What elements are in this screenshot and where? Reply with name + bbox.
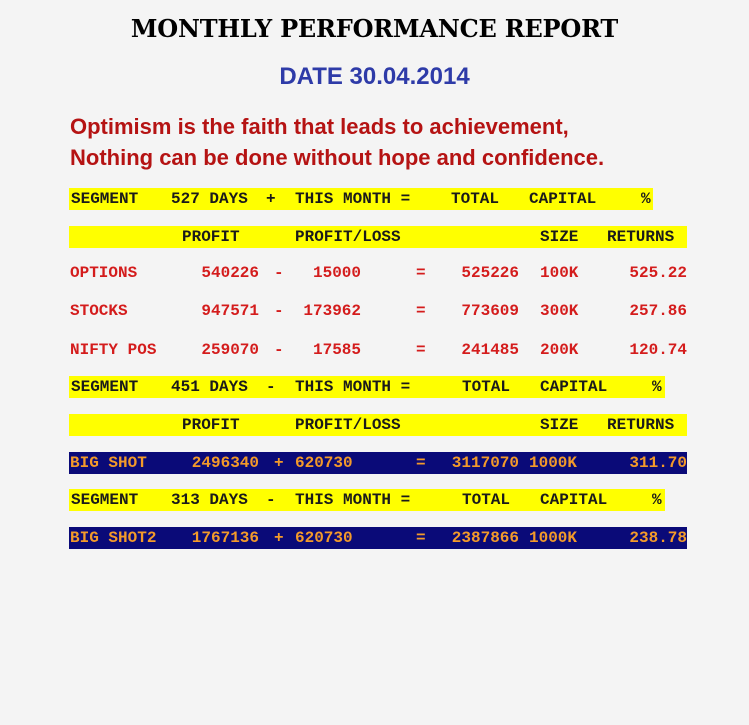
- row-size: 1000K: [529, 529, 578, 547]
- table-row: [69, 339, 687, 361]
- row-name: STOCKS: [70, 302, 128, 320]
- row-op: -: [274, 341, 284, 359]
- col-size: SIZE: [540, 228, 579, 246]
- row-profit: 259070: [201, 341, 259, 359]
- row-name: BIG SHOT2: [70, 529, 157, 547]
- segment-percent: %: [641, 190, 651, 208]
- row-total: 3117070: [451, 454, 519, 472]
- segment-3-header: [69, 489, 665, 511]
- report-date: DATE 30.04.2014: [279, 63, 470, 90]
- segment-days: 527 DAYS: [171, 190, 248, 208]
- row-profit: 2496340: [191, 454, 259, 472]
- col-returns: RETURNS: [607, 228, 675, 246]
- segment-total: TOTAL: [462, 378, 511, 396]
- segment-1-header: [69, 188, 653, 210]
- table-row: [69, 262, 687, 284]
- segment-1-column-header: [69, 226, 687, 248]
- row-total: 2387866: [451, 529, 519, 547]
- row-eq: =: [416, 529, 426, 547]
- row-name: BIG SHOT: [70, 454, 147, 472]
- col-profit: PROFIT: [182, 416, 240, 434]
- row-returns: 525.22: [629, 264, 687, 282]
- row-op: +: [274, 454, 284, 472]
- row-this-month: 15000: [312, 264, 361, 282]
- row-returns: 257.86: [629, 302, 687, 320]
- row-total: 773609: [461, 302, 519, 320]
- quote-line-2: Nothing can be done without hope and confidence.: [70, 145, 605, 170]
- row-size: 300K: [540, 302, 579, 320]
- segment-percent: %: [652, 378, 662, 396]
- row-profit: 1767136: [191, 529, 259, 547]
- segment-this-month: THIS MONTH =: [295, 190, 411, 208]
- segment-label: SEGMENT: [71, 378, 139, 396]
- row-this-month: 17585: [312, 341, 361, 359]
- segment-capital: CAPITAL: [540, 378, 608, 396]
- row-eq: =: [416, 264, 426, 282]
- segment-total: TOTAL: [462, 491, 511, 509]
- segment-days: 313 DAYS: [171, 491, 248, 509]
- big-shot-row: [69, 452, 687, 474]
- row-returns: 311.70: [629, 454, 687, 472]
- row-returns: 238.78: [629, 529, 687, 547]
- report-title: MONTHLY PERFORMANCE REPORT: [130, 14, 619, 43]
- col-profit-loss: PROFIT/LOSS: [295, 416, 401, 434]
- segment-total: TOTAL: [451, 190, 500, 208]
- segment-2-header: [69, 376, 665, 398]
- row-op: -: [274, 264, 284, 282]
- row-profit: 947571: [201, 302, 259, 320]
- col-profit: PROFIT: [182, 228, 240, 246]
- row-this-month: 173962: [303, 302, 361, 320]
- quote-line-1: Optimism is the faith that leads to achievement,: [70, 114, 569, 139]
- col-profit-loss: PROFIT/LOSS: [295, 228, 401, 246]
- row-name: NIFTY POS: [70, 341, 157, 359]
- row-eq: =: [416, 341, 426, 359]
- row-returns: 120.74: [629, 341, 687, 359]
- row-name: OPTIONS: [70, 264, 138, 282]
- big-shot2-row: [69, 527, 687, 549]
- row-total: 241485: [461, 341, 519, 359]
- row-size: 1000K: [529, 454, 578, 472]
- row-total: 525226: [461, 264, 519, 282]
- col-returns: RETURNS: [607, 416, 675, 434]
- row-eq: =: [416, 454, 426, 472]
- row-op: -: [274, 302, 284, 320]
- segment-days: 451 DAYS: [171, 378, 248, 396]
- segment-capital: CAPITAL: [529, 190, 597, 208]
- segment-this-month: THIS MONTH =: [295, 378, 411, 396]
- col-size: SIZE: [540, 416, 579, 434]
- table-row: [69, 300, 687, 322]
- row-size: 200K: [540, 341, 579, 359]
- segment-capital: CAPITAL: [540, 491, 608, 509]
- row-this-month: 620730: [295, 529, 353, 547]
- segment-label: SEGMENT: [71, 190, 139, 208]
- segment-percent: %: [652, 491, 662, 509]
- segment-this-month: THIS MONTH =: [295, 491, 411, 509]
- segment-op: -: [266, 491, 276, 509]
- segment-op: -: [266, 378, 276, 396]
- segment-label: SEGMENT: [71, 491, 139, 509]
- segment-op: +: [266, 190, 276, 208]
- row-profit: 540226: [201, 264, 259, 282]
- row-op: +: [274, 529, 284, 547]
- segment-2-column-header: [69, 414, 687, 436]
- row-size: 100K: [540, 264, 579, 282]
- row-this-month: 620730: [295, 454, 353, 472]
- row-eq: =: [416, 302, 426, 320]
